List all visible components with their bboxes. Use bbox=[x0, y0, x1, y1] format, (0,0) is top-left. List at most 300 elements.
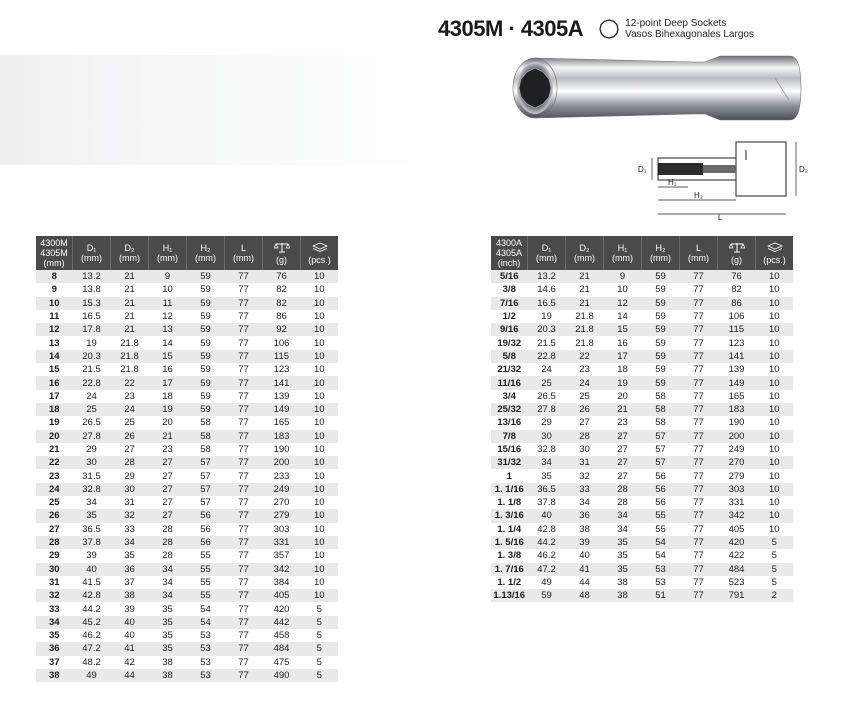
value-cell: 10 bbox=[301, 430, 339, 443]
value-cell: 28 bbox=[604, 496, 642, 509]
value-cell: 27 bbox=[149, 509, 187, 522]
value-cell: 77 bbox=[680, 283, 718, 296]
table-row bbox=[36, 469, 338, 482]
value-cell: 27 bbox=[149, 469, 187, 482]
value-cell: 10 bbox=[301, 509, 339, 522]
value-cell: 139 bbox=[263, 390, 301, 403]
value-cell: 77 bbox=[225, 390, 263, 403]
value-cell: 484 bbox=[263, 642, 301, 655]
table-row bbox=[491, 576, 793, 589]
value-cell: 39 bbox=[566, 536, 604, 549]
value-cell: 10 bbox=[756, 416, 794, 429]
value-cell: 20 bbox=[604, 390, 642, 403]
value-cell: 35 bbox=[604, 536, 642, 549]
value-cell: 10 bbox=[756, 483, 794, 496]
value-cell: 49 bbox=[73, 669, 111, 682]
value-cell: 34 bbox=[604, 509, 642, 522]
table-row bbox=[36, 350, 338, 363]
value-cell: 77 bbox=[680, 310, 718, 323]
value-cell: 28 bbox=[566, 430, 604, 443]
value-cell: 27 bbox=[566, 416, 604, 429]
value-cell: 10 bbox=[756, 523, 794, 536]
value-cell: 10 bbox=[756, 403, 794, 416]
value-cell: 29 bbox=[73, 443, 111, 456]
table-row bbox=[491, 483, 793, 496]
value-cell: 77 bbox=[225, 350, 263, 363]
table-row bbox=[491, 523, 793, 536]
value-cell: 5 bbox=[301, 656, 339, 669]
value-cell: 77 bbox=[680, 350, 718, 363]
table-row bbox=[36, 496, 338, 509]
value-cell: 18 bbox=[149, 390, 187, 403]
size-cell: 1/2 bbox=[491, 310, 528, 323]
value-cell: 27.8 bbox=[73, 430, 111, 443]
h2-label: H₂ bbox=[694, 191, 703, 200]
value-cell: 49 bbox=[528, 576, 566, 589]
value-cell: 45.2 bbox=[73, 616, 111, 629]
table-row bbox=[491, 456, 793, 469]
value-cell: 29 bbox=[111, 469, 149, 482]
value-cell: 331 bbox=[718, 496, 756, 509]
value-cell: 10 bbox=[756, 443, 794, 456]
value-cell: 59 bbox=[642, 297, 680, 310]
value-cell: 46.2 bbox=[528, 549, 566, 562]
value-cell: 165 bbox=[718, 390, 756, 403]
col-d1: D₁ (mm) bbox=[528, 236, 566, 270]
d1-label: D₁ bbox=[638, 165, 647, 174]
value-cell: 77 bbox=[680, 509, 718, 522]
value-cell: 58 bbox=[187, 416, 225, 429]
value-cell: 24 bbox=[528, 363, 566, 376]
value-cell: 56 bbox=[642, 483, 680, 496]
value-cell: 27 bbox=[604, 430, 642, 443]
value-cell: 249 bbox=[263, 483, 301, 496]
value-cell: 28 bbox=[604, 483, 642, 496]
table-row bbox=[36, 509, 338, 522]
value-cell: 16 bbox=[604, 336, 642, 349]
value-cell: 55 bbox=[187, 563, 225, 576]
value-cell: 56 bbox=[187, 536, 225, 549]
value-cell: 77 bbox=[680, 523, 718, 536]
inch-table-body bbox=[491, 270, 793, 602]
value-cell: 56 bbox=[642, 496, 680, 509]
value-cell: 36.5 bbox=[73, 523, 111, 536]
value-cell: 31 bbox=[566, 456, 604, 469]
value-cell: 57 bbox=[187, 456, 225, 469]
dimension-diagram bbox=[636, 130, 811, 222]
value-cell: 26 bbox=[111, 430, 149, 443]
value-cell: 77 bbox=[225, 509, 263, 522]
value-cell: 77 bbox=[225, 576, 263, 589]
value-cell: 59 bbox=[187, 403, 225, 416]
col-weight: (g) bbox=[718, 236, 756, 270]
value-cell: 5 bbox=[756, 563, 794, 576]
value-cell: 10 bbox=[301, 310, 339, 323]
value-cell: 141 bbox=[263, 376, 301, 389]
table-row bbox=[36, 456, 338, 469]
table-row bbox=[491, 350, 793, 363]
value-cell: 10 bbox=[756, 323, 794, 336]
size-cell: 21 bbox=[36, 443, 73, 456]
value-cell: 10 bbox=[756, 310, 794, 323]
value-cell: 17.8 bbox=[73, 323, 111, 336]
value-cell: 5 bbox=[756, 549, 794, 562]
value-cell: 30 bbox=[528, 430, 566, 443]
value-cell: 58 bbox=[187, 443, 225, 456]
table-row bbox=[491, 443, 793, 456]
value-cell: 37.8 bbox=[528, 496, 566, 509]
value-cell: 57 bbox=[187, 483, 225, 496]
col-pieces: (pcs.) bbox=[756, 236, 794, 270]
value-cell: 13.2 bbox=[528, 270, 566, 283]
col-pieces: (pcs.) bbox=[301, 236, 339, 270]
value-cell: 22 bbox=[566, 350, 604, 363]
value-cell: 10 bbox=[301, 390, 339, 403]
value-cell: 11 bbox=[149, 297, 187, 310]
value-cell: 27 bbox=[604, 443, 642, 456]
size-cell: 1. 5/16 bbox=[491, 536, 528, 549]
value-cell: 77 bbox=[225, 416, 263, 429]
value-cell: 32 bbox=[111, 509, 149, 522]
value-cell: 44.2 bbox=[73, 602, 111, 615]
table-row bbox=[36, 669, 338, 682]
value-cell: 9 bbox=[149, 270, 187, 283]
value-cell: 39 bbox=[73, 549, 111, 562]
value-cell: 77 bbox=[225, 283, 263, 296]
value-cell: 10 bbox=[301, 270, 339, 283]
value-cell: 149 bbox=[263, 403, 301, 416]
size-cell: 1. 1/2 bbox=[491, 576, 528, 589]
size-cell: 26 bbox=[36, 509, 73, 522]
col-size: 4300M 4305M (mm) bbox=[36, 236, 73, 270]
value-cell: 77 bbox=[680, 390, 718, 403]
value-cell: 77 bbox=[680, 483, 718, 496]
value-cell: 47.2 bbox=[528, 563, 566, 576]
size-cell: 1 bbox=[491, 469, 528, 482]
value-cell: 21 bbox=[111, 310, 149, 323]
value-cell: 233 bbox=[263, 469, 301, 482]
value-cell: 106 bbox=[718, 310, 756, 323]
table-row bbox=[491, 363, 793, 376]
value-cell: 10 bbox=[301, 443, 339, 456]
value-cell: 77 bbox=[680, 549, 718, 562]
table-row bbox=[36, 589, 338, 602]
value-cell: 58 bbox=[187, 430, 225, 443]
value-cell: 77 bbox=[225, 310, 263, 323]
value-cell: 24 bbox=[73, 390, 111, 403]
value-cell: 27 bbox=[149, 483, 187, 496]
value-cell: 270 bbox=[718, 456, 756, 469]
value-cell: 303 bbox=[718, 483, 756, 496]
table-row bbox=[36, 523, 338, 536]
value-cell: 10 bbox=[301, 563, 339, 576]
table-row bbox=[36, 323, 338, 336]
size-cell: 29 bbox=[36, 549, 73, 562]
value-cell: 23 bbox=[604, 416, 642, 429]
col-h2: H₂ (mm) bbox=[187, 236, 225, 270]
value-cell: 59 bbox=[642, 310, 680, 323]
value-cell: 54 bbox=[642, 536, 680, 549]
subtitles bbox=[625, 18, 754, 40]
value-cell: 77 bbox=[680, 416, 718, 429]
table-row bbox=[36, 616, 338, 629]
col-size: 4300A 4305A (inch) bbox=[491, 236, 528, 270]
value-cell: 10 bbox=[756, 376, 794, 389]
col-d2: D₂ (mm) bbox=[566, 236, 604, 270]
value-cell: 59 bbox=[187, 283, 225, 296]
size-cell: 37 bbox=[36, 656, 73, 669]
value-cell: 21.5 bbox=[73, 363, 111, 376]
value-cell: 59 bbox=[187, 390, 225, 403]
value-cell: 35 bbox=[604, 563, 642, 576]
table-row bbox=[36, 283, 338, 296]
value-cell: 490 bbox=[263, 669, 301, 682]
value-cell: 35 bbox=[73, 509, 111, 522]
value-cell: 55 bbox=[642, 523, 680, 536]
value-cell: 9 bbox=[604, 270, 642, 283]
value-cell: 21.5 bbox=[528, 336, 566, 349]
size-cell: 13/16 bbox=[491, 416, 528, 429]
value-cell: 21.8 bbox=[111, 336, 149, 349]
value-cell: 54 bbox=[187, 616, 225, 629]
value-cell: 25 bbox=[566, 390, 604, 403]
size-cell: 19 bbox=[36, 416, 73, 429]
value-cell: 34 bbox=[604, 523, 642, 536]
table-row bbox=[36, 310, 338, 323]
value-cell: 14 bbox=[604, 310, 642, 323]
value-cell: 44 bbox=[566, 576, 604, 589]
value-cell: 10 bbox=[301, 576, 339, 589]
value-cell: 59 bbox=[187, 310, 225, 323]
value-cell: 77 bbox=[680, 403, 718, 416]
value-cell: 10 bbox=[756, 430, 794, 443]
value-cell: 59 bbox=[528, 589, 566, 602]
value-cell: 28 bbox=[149, 549, 187, 562]
size-cell: 27 bbox=[36, 523, 73, 536]
value-cell: 23 bbox=[566, 363, 604, 376]
value-cell: 420 bbox=[718, 536, 756, 549]
size-cell: 7/8 bbox=[491, 430, 528, 443]
value-cell: 41 bbox=[566, 563, 604, 576]
value-cell: 37.8 bbox=[73, 536, 111, 549]
table-row bbox=[36, 416, 338, 429]
table-row bbox=[36, 483, 338, 496]
value-cell: 33 bbox=[566, 483, 604, 496]
value-cell: 10 bbox=[301, 323, 339, 336]
table-row bbox=[36, 403, 338, 416]
value-cell: 34 bbox=[73, 496, 111, 509]
value-cell: 34 bbox=[566, 496, 604, 509]
value-cell: 37 bbox=[111, 576, 149, 589]
table-row bbox=[36, 629, 338, 642]
col-h1: H₁ (mm) bbox=[149, 236, 187, 270]
value-cell: 53 bbox=[642, 576, 680, 589]
value-cell: 21 bbox=[111, 283, 149, 296]
value-cell: 58 bbox=[642, 403, 680, 416]
table-row bbox=[491, 283, 793, 296]
value-cell: 10 bbox=[301, 403, 339, 416]
value-cell: 53 bbox=[187, 642, 225, 655]
value-cell: 48.2 bbox=[73, 656, 111, 669]
value-cell: 82 bbox=[263, 297, 301, 310]
value-cell: 249 bbox=[718, 443, 756, 456]
value-cell: 458 bbox=[263, 629, 301, 642]
value-cell: 14 bbox=[149, 336, 187, 349]
value-cell: 21 bbox=[111, 323, 149, 336]
value-cell: 31 bbox=[111, 496, 149, 509]
value-cell: 13.2 bbox=[73, 270, 111, 283]
value-cell: 32.8 bbox=[73, 483, 111, 496]
value-cell: 34 bbox=[149, 563, 187, 576]
value-cell: 16.5 bbox=[528, 297, 566, 310]
subtitle-spanish: Vasos Bihexagonales Largos bbox=[625, 29, 754, 40]
value-cell: 82 bbox=[263, 283, 301, 296]
value-cell: 44 bbox=[111, 669, 149, 682]
value-cell: 58 bbox=[642, 390, 680, 403]
size-cell: 36 bbox=[36, 642, 73, 655]
size-cell: 31/32 bbox=[491, 456, 528, 469]
value-cell: 77 bbox=[225, 629, 263, 642]
value-cell: 77 bbox=[225, 376, 263, 389]
value-cell: 35 bbox=[149, 629, 187, 642]
value-cell: 59 bbox=[642, 350, 680, 363]
value-cell: 21.8 bbox=[566, 336, 604, 349]
value-cell: 10 bbox=[301, 363, 339, 376]
metric-table-body bbox=[36, 270, 338, 682]
value-cell: 77 bbox=[225, 669, 263, 682]
value-cell: 10 bbox=[756, 390, 794, 403]
value-cell: 59 bbox=[187, 297, 225, 310]
value-cell: 41.5 bbox=[73, 576, 111, 589]
value-cell: 123 bbox=[263, 363, 301, 376]
table-row bbox=[36, 602, 338, 615]
value-cell: 28 bbox=[111, 456, 149, 469]
value-cell: 40 bbox=[528, 509, 566, 522]
size-cell: 15 bbox=[36, 363, 73, 376]
table-row bbox=[36, 363, 338, 376]
value-cell: 34 bbox=[149, 589, 187, 602]
value-cell: 77 bbox=[225, 403, 263, 416]
value-cell: 77 bbox=[225, 536, 263, 549]
value-cell: 123 bbox=[718, 336, 756, 349]
value-cell: 40 bbox=[111, 629, 149, 642]
col-weight: (g) bbox=[263, 236, 301, 270]
value-cell: 10 bbox=[301, 549, 339, 562]
value-cell: 54 bbox=[642, 549, 680, 562]
value-cell: 27 bbox=[149, 496, 187, 509]
value-cell: 54 bbox=[187, 602, 225, 615]
value-cell: 51 bbox=[642, 589, 680, 602]
value-cell: 16.5 bbox=[73, 310, 111, 323]
value-cell: 56 bbox=[187, 523, 225, 536]
value-cell: 59 bbox=[187, 363, 225, 376]
value-cell: 405 bbox=[718, 523, 756, 536]
value-cell: 15 bbox=[149, 350, 187, 363]
size-cell: 25 bbox=[36, 496, 73, 509]
value-cell: 5 bbox=[756, 576, 794, 589]
table-row bbox=[36, 642, 338, 655]
value-cell: 77 bbox=[225, 642, 263, 655]
background-haze bbox=[0, 55, 430, 165]
value-cell: 10 bbox=[756, 496, 794, 509]
size-cell: 19/32 bbox=[491, 336, 528, 349]
value-cell: 40 bbox=[73, 563, 111, 576]
size-cell: 30 bbox=[36, 563, 73, 576]
value-cell: 279 bbox=[718, 469, 756, 482]
value-cell: 21 bbox=[604, 403, 642, 416]
value-cell: 86 bbox=[718, 297, 756, 310]
size-cell: 12 bbox=[36, 323, 73, 336]
value-cell: 24 bbox=[566, 376, 604, 389]
value-cell: 46.2 bbox=[73, 629, 111, 642]
table-row bbox=[36, 563, 338, 576]
value-cell: 35 bbox=[149, 602, 187, 615]
value-cell: 42 bbox=[111, 656, 149, 669]
dodecagon-outline-icon bbox=[599, 19, 619, 39]
value-cell: 28 bbox=[149, 536, 187, 549]
value-cell: 190 bbox=[718, 416, 756, 429]
value-cell: 77 bbox=[225, 323, 263, 336]
table-row bbox=[36, 376, 338, 389]
value-cell: 77 bbox=[225, 563, 263, 576]
value-cell: 10 bbox=[301, 283, 339, 296]
value-cell: 23 bbox=[149, 443, 187, 456]
value-cell: 20.3 bbox=[73, 350, 111, 363]
table-row bbox=[36, 297, 338, 310]
value-cell: 5 bbox=[301, 642, 339, 655]
value-cell: 35 bbox=[528, 469, 566, 482]
value-cell: 77 bbox=[225, 589, 263, 602]
table-row bbox=[491, 390, 793, 403]
size-cell: 11/16 bbox=[491, 376, 528, 389]
value-cell: 77 bbox=[680, 323, 718, 336]
value-cell: 30 bbox=[73, 456, 111, 469]
table-row bbox=[491, 376, 793, 389]
table-row bbox=[491, 310, 793, 323]
value-cell: 38 bbox=[149, 669, 187, 682]
value-cell: 5 bbox=[301, 616, 339, 629]
balance-scale-icon bbox=[729, 242, 745, 253]
value-cell: 5 bbox=[301, 602, 339, 615]
size-cell: 8 bbox=[36, 270, 73, 283]
value-cell: 25 bbox=[111, 416, 149, 429]
value-cell: 59 bbox=[642, 363, 680, 376]
value-cell: 39 bbox=[111, 602, 149, 615]
value-cell: 44.2 bbox=[528, 536, 566, 549]
value-cell: 10 bbox=[301, 483, 339, 496]
value-cell: 422 bbox=[718, 549, 756, 562]
value-cell: 106 bbox=[263, 336, 301, 349]
value-cell: 17 bbox=[149, 376, 187, 389]
value-cell: 10 bbox=[756, 283, 794, 296]
value-cell: 384 bbox=[263, 576, 301, 589]
value-cell: 57 bbox=[642, 430, 680, 443]
value-cell: 13.8 bbox=[73, 283, 111, 296]
value-cell: 26 bbox=[566, 403, 604, 416]
l-label: L bbox=[718, 213, 723, 222]
value-cell: 10 bbox=[756, 336, 794, 349]
value-cell: 35 bbox=[604, 549, 642, 562]
value-cell: 27 bbox=[604, 456, 642, 469]
value-cell: 21.8 bbox=[111, 350, 149, 363]
value-cell: 270 bbox=[263, 496, 301, 509]
value-cell: 29 bbox=[528, 416, 566, 429]
value-cell: 19 bbox=[528, 310, 566, 323]
value-cell: 24 bbox=[111, 403, 149, 416]
value-cell: 77 bbox=[680, 536, 718, 549]
value-cell: 77 bbox=[680, 430, 718, 443]
value-cell: 38 bbox=[604, 576, 642, 589]
